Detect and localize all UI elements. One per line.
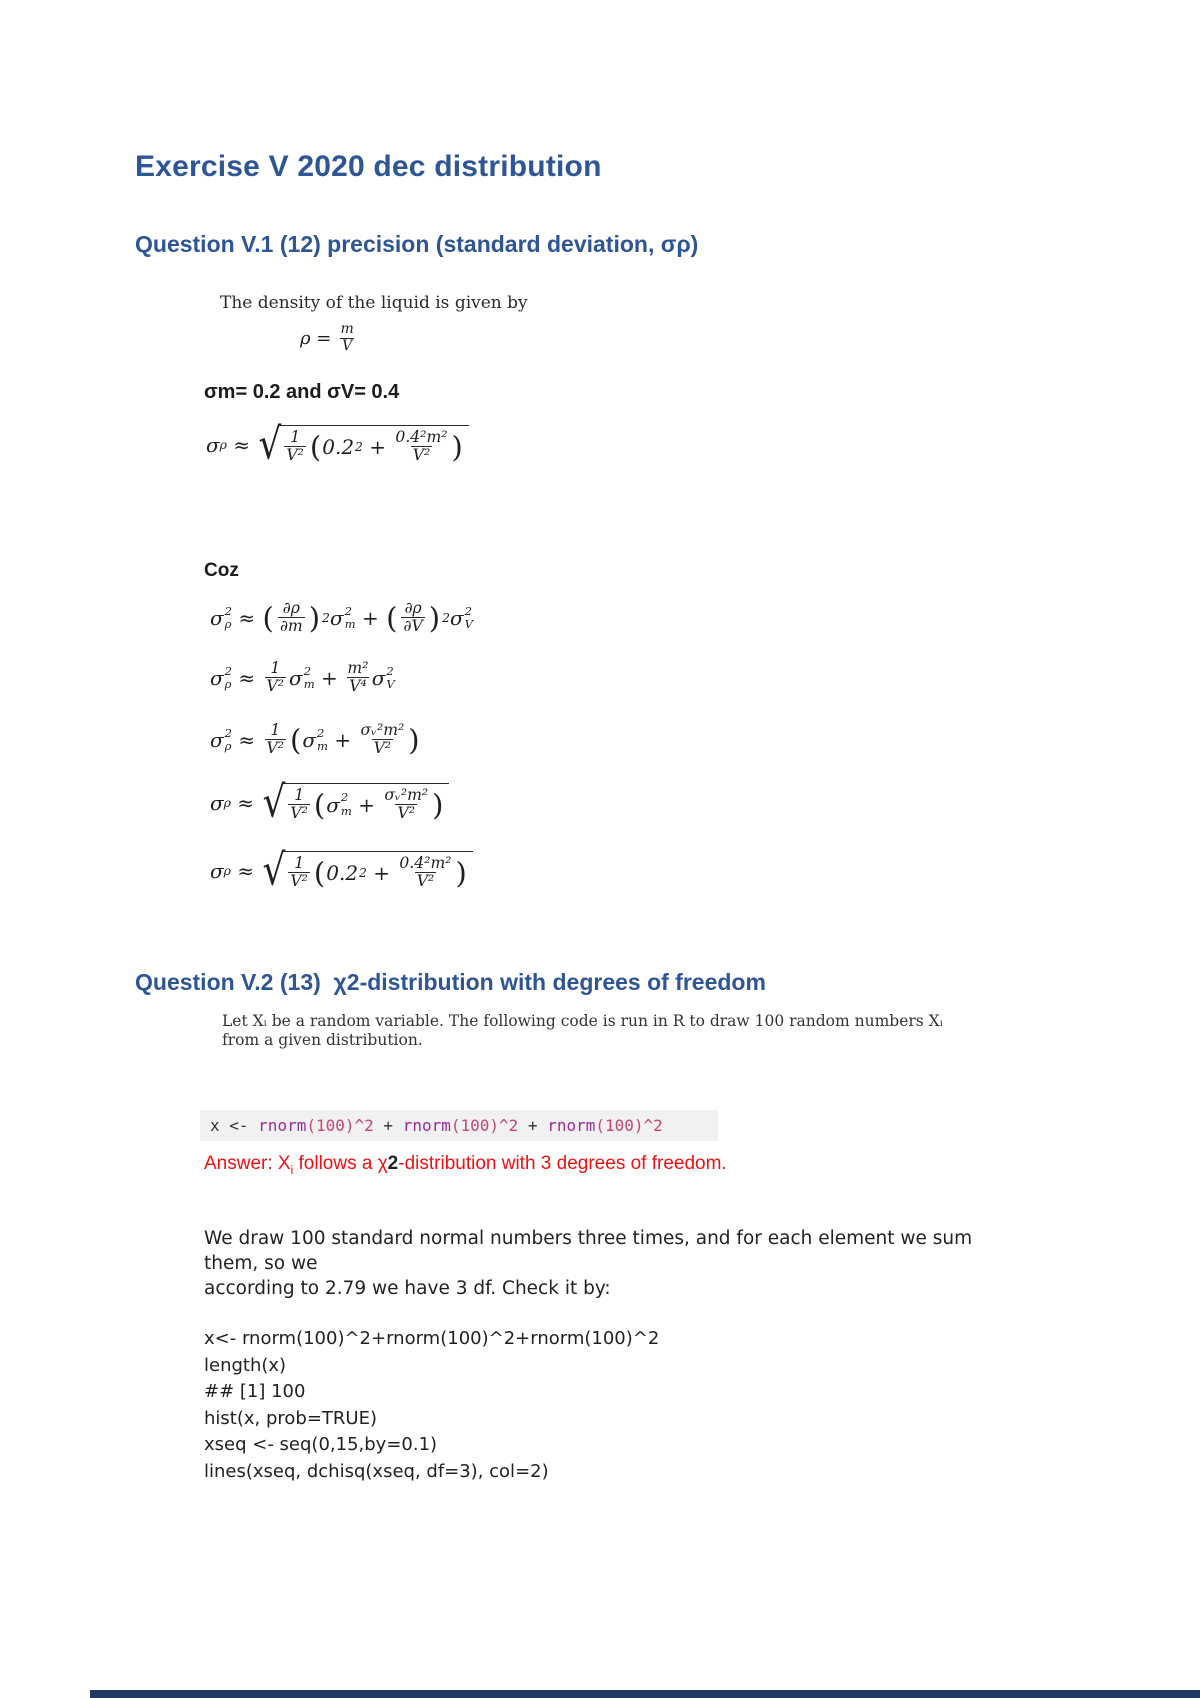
formula-coz-2: σ 2 ρ ≈ $\frac{1}{\text{V²}}$ σ 2 m + $\frac{\text{m²}}{\text{V⁴}}$ σ 2 V bbox=[210, 659, 395, 696]
formula-coz-1: σ 2 ρ ≈ ( $\frac{\partial\rho}{\partial m}$ ) 2 σ 2 m + ( $\frac{\partial\rho}{\partial V}$ ) 2 σ 2 V bbox=[210, 599, 473, 636]
page-title: Exercise V 2020 dec distribution bbox=[135, 150, 602, 183]
sigma-values-line: σm= 0.2 and σV= 0.4 bbox=[204, 381, 400, 403]
r-code-block: x<- rnorm(100)^2+rnorm(100)^2+rnorm(100)^2 length(x) ## [1] 100 hist(x, prob=TRUE) xseq <- seq(0,15,by=0.1) lines(xseq, dchisq(xseq, df=3), col=2) bbox=[204, 1328, 660, 1482]
formula-coz-4: σ ρ ≈ √ $\frac{1}{\text{V²}}$ ( σ 2 m + $\frac{\text{σᵥ²m²}}{\text{V²}}$ ) bbox=[210, 782, 449, 823]
footer-bar bbox=[90, 1690, 1200, 1698]
section-heading-q1: Question V.1 (12) precision (standard deviation, σρ) bbox=[135, 231, 699, 257]
density-intro-text: The density of the liquid is given by bbox=[220, 293, 528, 313]
formula-rho: ρ = $\frac{m}{V}$ bbox=[300, 321, 354, 354]
formula-sigma-approx: σ ρ ≈ √ $\frac{1}{\text{V²}}$ ( 0.2 2 + $\frac{\text{0.4²m²}}{\text{V²}}$ ) bbox=[206, 424, 469, 465]
answer-text: Answer: $X_i$ follows a χ2-distribution with 3 degrees of freedom. bbox=[204, 1153, 727, 1177]
problem-statement: Let Xᵢ be a random variable. The following code is run in R to draw 100 random numbers Xᵢ from a given distribution. bbox=[222, 1012, 943, 1049]
explanation-paragraph: We draw 100 standard normal numbers three times, and for each element we sum them, so we according to 2.79 we have 3 df. Check it by: bbox=[204, 1228, 973, 1299]
coz-label: Coz bbox=[204, 560, 239, 581]
formula-coz-3: σ 2 ρ ≈ $\frac{1}{\text{V²}}$ ( σ 2 m + $\frac{\text{σᵥ²m²}}{\text{V²}}$ ) bbox=[210, 721, 420, 758]
r-code-snippet: x <- rnorm(100)^2 + rnorm(100)^2 + rnorm(100)^2 bbox=[200, 1110, 718, 1141]
section-heading-q2: Question V.2 (13) χ2-distribution with degrees of freedom bbox=[135, 969, 766, 995]
formula-coz-5: σ ρ ≈ √ $\frac{1}{\text{V²}}$ ( 0.2 2 + $\frac{\text{0.4²m²}}{\text{V²}}$ ) bbox=[210, 850, 473, 891]
